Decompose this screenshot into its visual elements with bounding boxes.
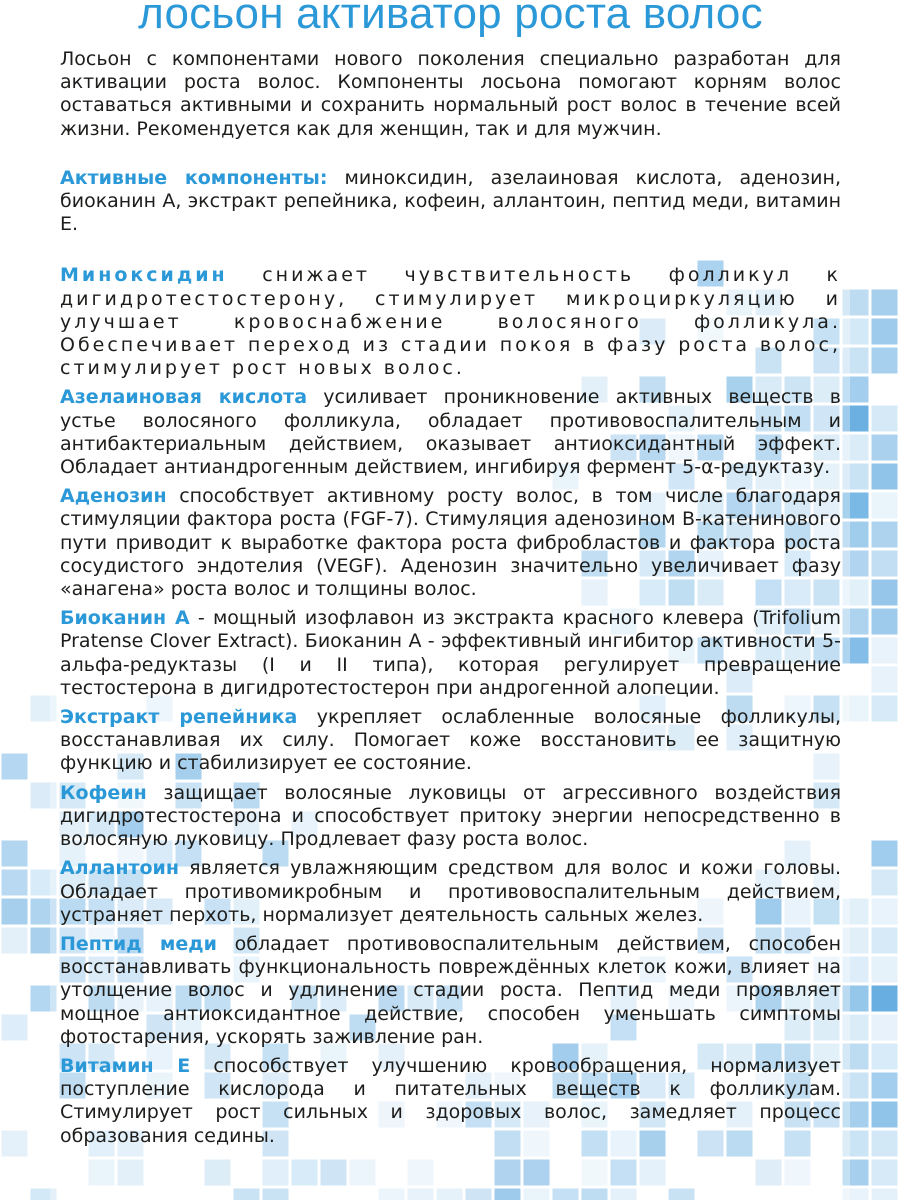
component-burdock-extract: [60, 706, 841, 776]
component-biochanin-a: [60, 607, 841, 700]
component-description: усиливает проникновение активных веществ в устье волосяного фолликула, обладает противовоспалительным и антибактериальным действием, оказывает антиоксидантный эффект. Обладает антиандрогенным действием, ингибируя фермент 5-α-редуктазу.: [60, 386, 842, 479]
component-name: Биоканин А: [60, 607, 190, 630]
component-vitamin-e: [60, 1055, 841, 1148]
active-components-paragraph: [60, 167, 841, 237]
component-description: способствует улучшению кровообращения, нормализует поступление кислорода и питательных веществ к фолликулам. Стимулирует рост сильных и здоровых волос, замедляет процесс образования седины.: [60, 1054, 841, 1147]
active-components-label: Активные компоненты:: [60, 166, 328, 189]
component-minoxidil: [60, 264, 841, 380]
component-description: снижает чувствительность фолликул к дигидротестостерону, стимулирует микроциркуляцию и улучшает кровоснабжение волосяного фолликула. Обеспечивает переход из стадии покоя в фазу роста волос, стимулирует рост новых волос.: [60, 264, 841, 380]
intro-paragraph: Лосьон с компонентами нового поколения специально разработан для активации роста волос. Компоненты лосьона помогают корням волос оставаться активными и сохранить нормальный рост волос в течение всей жизни. Рекомендуется как для женщин, так и для мужчин.: [60, 48, 841, 140]
component-name: Миноксидин: [60, 264, 228, 287]
component-name: Экстракт репейника: [60, 706, 298, 729]
component-caffeine: [60, 782, 841, 852]
component-copper-peptide: [60, 933, 841, 1049]
component-description: защищает волосяные луковицы от агрессивного воздействия дигидротестостерона и способствует притоку энергии непосредственно в волосяную луковицу. Продлевает фазу роста волос.: [60, 781, 841, 851]
component-name: Витамин Е: [60, 1054, 191, 1077]
component-allantoin: [60, 857, 841, 927]
component-description: укрепляет ослабленные волосяные фолликулы, восстанавливая их силу. Помогает коже восстановить ее защитную функцию и стабилизирует ее состояние.: [60, 706, 841, 775]
component-description: - мощный изофлавон из экстракта красного клевера (Trifolium Pratense Clover Extract). Биоканин А - эффективный ингибитор активности 5-альфа-редуктазы (I и II типа), которая регулирует превращение тестостерона в дигидротестостерон при андрогенной алопеции.: [60, 607, 842, 699]
component-azelaic-acid: [60, 386, 841, 479]
component-name: Аллантоин: [60, 857, 179, 880]
component-name: Кофеин: [60, 781, 147, 804]
component-name: Аденозин: [60, 485, 167, 508]
component-adenosine: [60, 485, 841, 601]
component-name: Пептид меди: [60, 932, 217, 955]
component-description: обладает противовоспалительным действием, способен восстанавливать функциональность повреждённых клеток кожи, влияет на утолщение волос и удлинение стадии роста. Пептид меди проявляет мощное антиоксидантное действие, способен уменьшать симптомы фотостарения, ускорять заживление ран.: [60, 932, 842, 1048]
component-description: является увлажняющим средством для волос и кожи головы. Обладает противомикробным и противовоспалительным действием, устраняет перхоть, нормализует деятельность сальных желез.: [60, 857, 841, 926]
page-title: лосьон активатор роста волос: [138, 0, 763, 38]
component-description: способствует активному росту волос, в том числе благодаря стимуляции фактора роста (FGF-7). Стимуляция аденозином В-катенинового пути приводит к выработке фактора роста фибробластов и фактора роста сосудистого эндотелия (VEGF). Аденозин значительно увеличивает фазу «анагена» роста волос и толщины волос.: [60, 485, 841, 601]
active-components-list: миноксидин, азелаиновая кислота, аденозин, биоканин А, экстракт репейника, кофеин, аллантоин, пептид меди, витамин Е.: [60, 166, 841, 236]
component-name: Азелаиновая кислота: [60, 386, 308, 409]
